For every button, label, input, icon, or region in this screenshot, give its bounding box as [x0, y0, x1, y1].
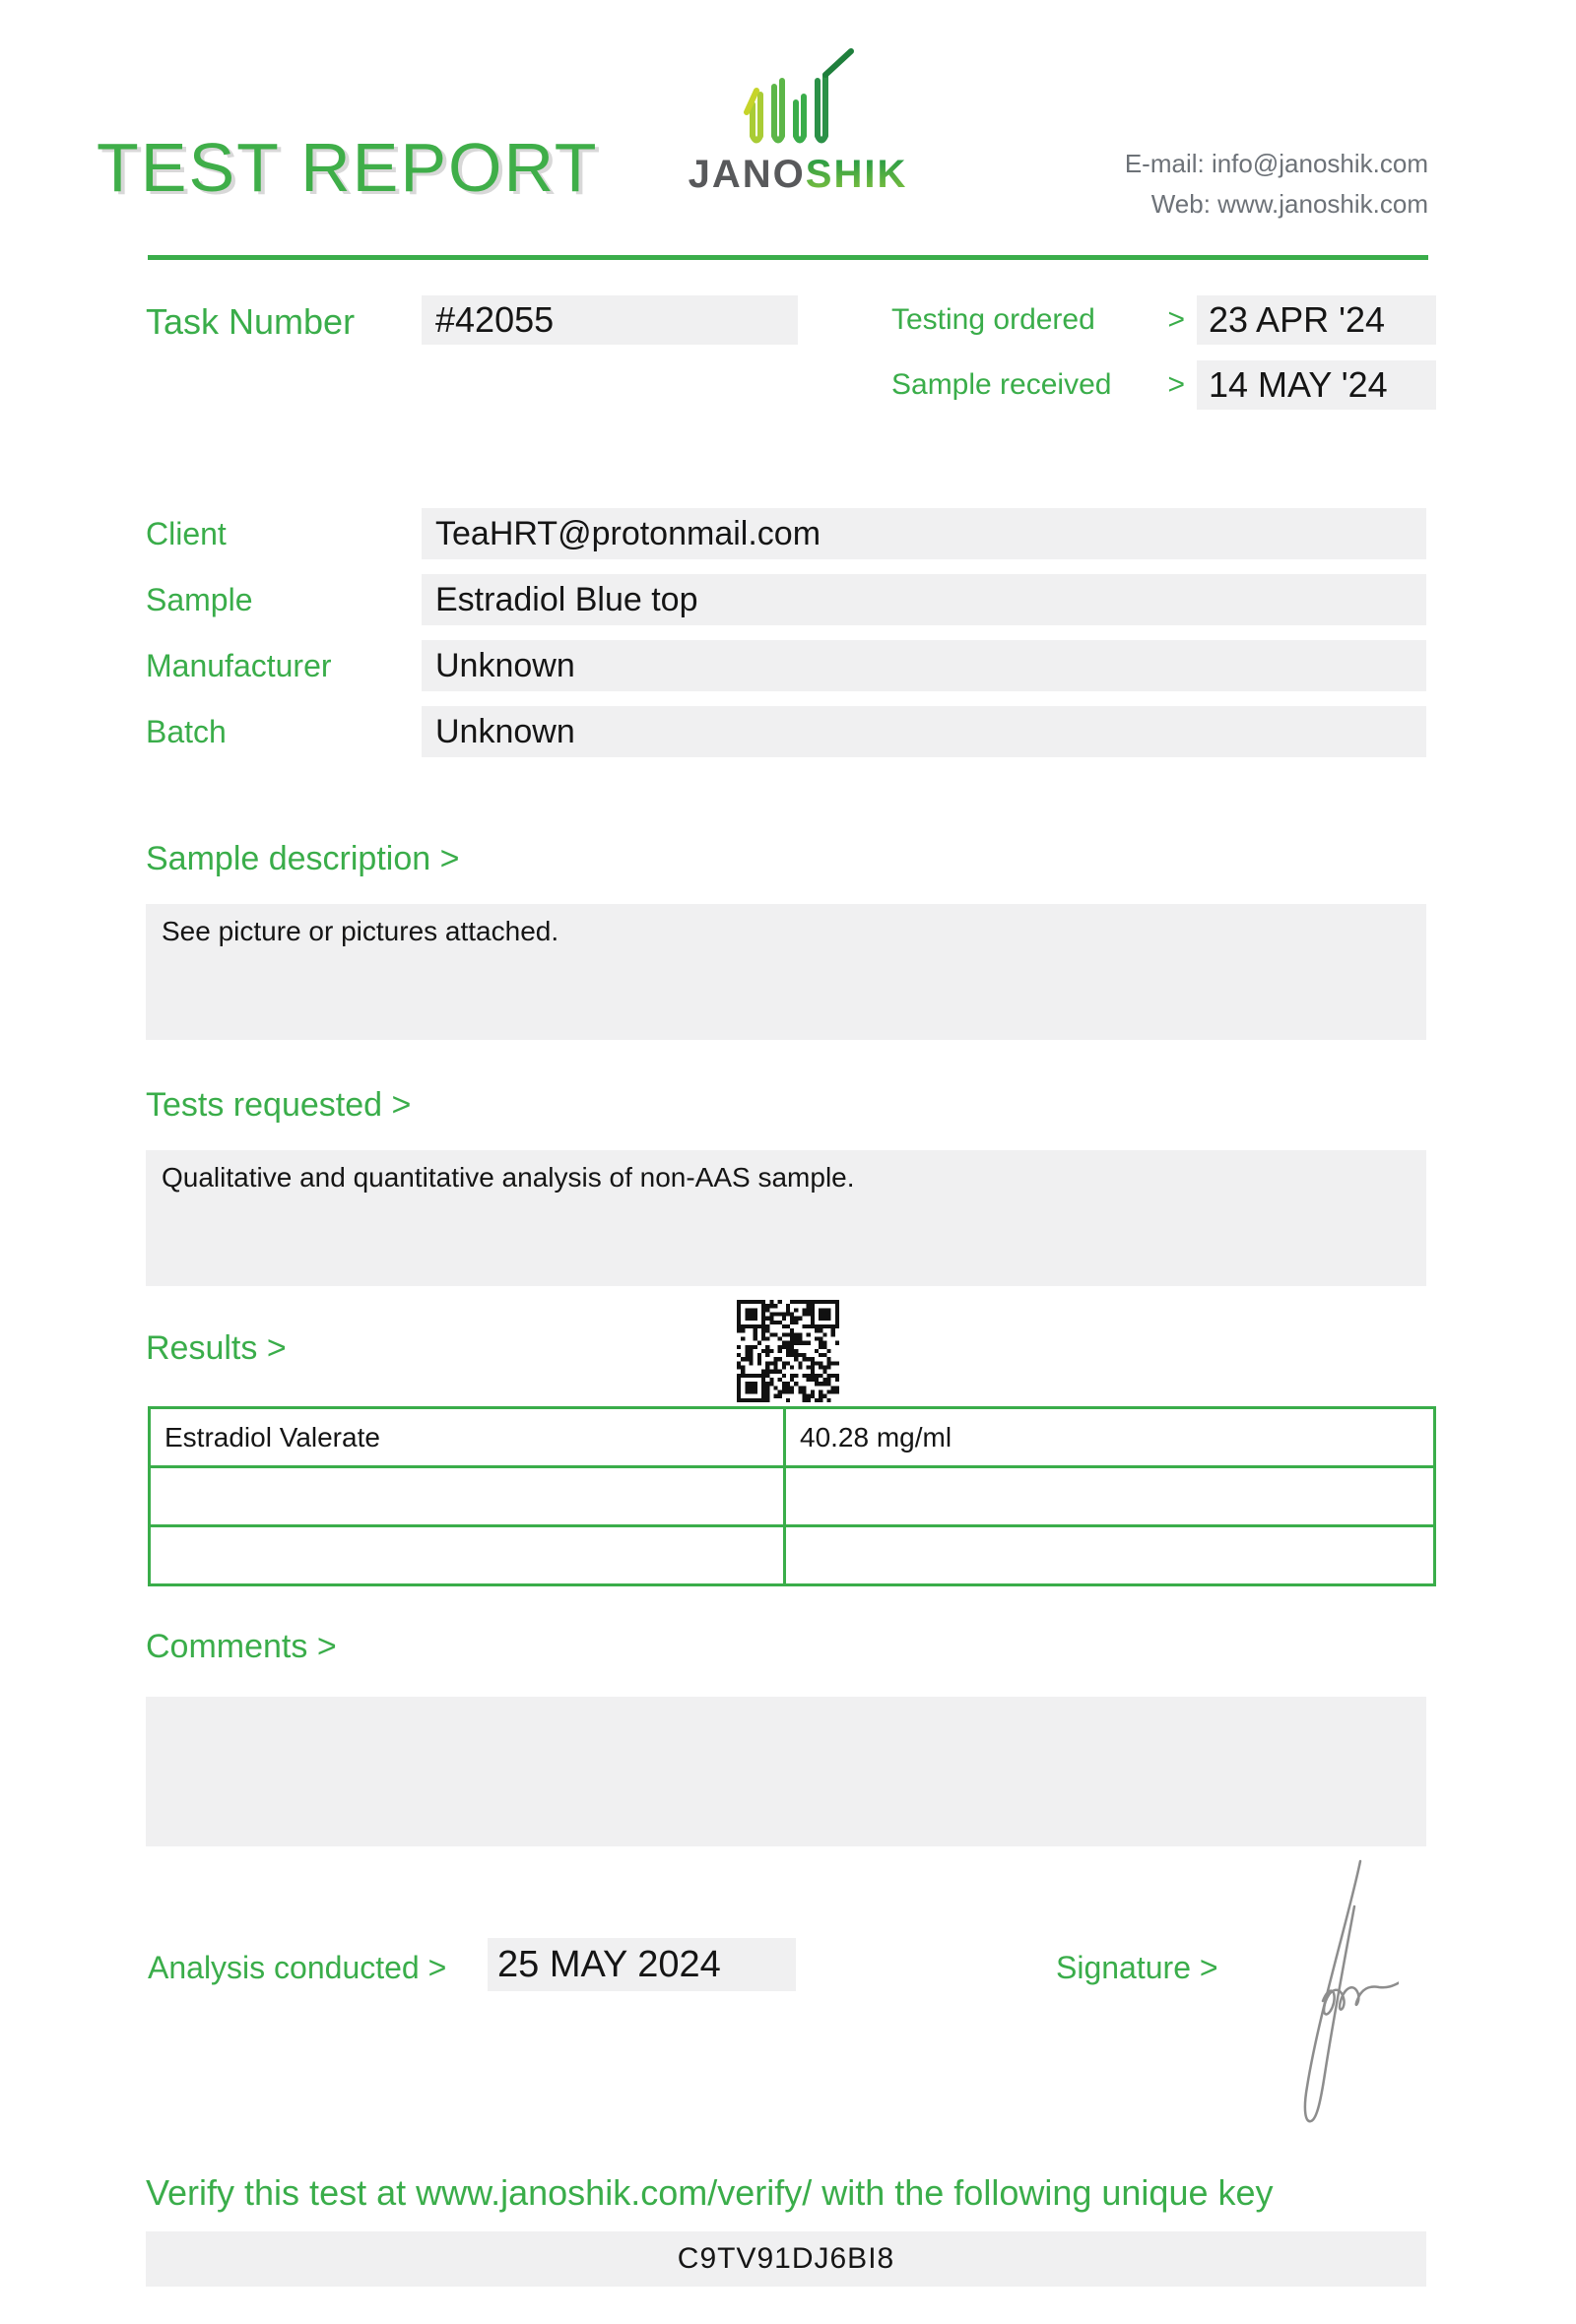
- sample-label: Sample: [146, 582, 253, 617]
- verify-key: C9TV91DJ6BI8: [146, 2231, 1426, 2287]
- sample-received-text: Sample received: [891, 368, 1112, 401]
- batch-label: Batch: [146, 714, 227, 749]
- table-row: [151, 1524, 1433, 1583]
- manufacturer-label: Manufacturer: [146, 648, 332, 683]
- logo-text-secondary: SHIK: [805, 153, 908, 196]
- arrow-glyph: >: [1167, 368, 1185, 401]
- sample-description-title: Sample description >: [146, 840, 460, 877]
- result-value-cell: [786, 1468, 1433, 1524]
- sample-received-label: [891, 368, 1185, 402]
- table-row: [151, 1409, 1433, 1465]
- task-number-label: Task Number: [146, 301, 356, 342]
- analysis-conducted-value: 25 MAY 2024: [488, 1938, 796, 1991]
- signature-image: [1266, 1853, 1399, 2146]
- client-label: Client: [146, 516, 227, 551]
- result-value-cell: 40.28 mg/ml: [800, 1421, 952, 1452]
- contact-block: [1125, 144, 1428, 225]
- header-divider: [148, 255, 1428, 260]
- verify-instruction: Verify this test at www.janoshik.com/verify/ with the following unique key: [146, 2172, 1274, 2213]
- signature-label: Signature >: [1056, 1950, 1218, 1985]
- result-analyte-cell: [151, 1468, 786, 1524]
- page-title: TEST REPORT: [97, 129, 599, 206]
- arrow-glyph: >: [1167, 303, 1185, 336]
- janoshik-logo: [650, 47, 946, 197]
- sample-received-value: 14 MAY '24: [1197, 360, 1436, 410]
- client-value: TeaHRT@protonmail.com: [422, 508, 1426, 559]
- sample-value: Estradiol Blue top: [422, 574, 1426, 625]
- testing-ordered-value: 23 APR '24: [1197, 295, 1436, 345]
- manufacturer-value: Unknown: [422, 640, 1426, 691]
- result-value-cell: [786, 1527, 1433, 1583]
- testing-ordered-label: [891, 303, 1185, 337]
- contact-web: Web: www.janoshik.com: [1150, 189, 1428, 219]
- logo-chart-icon: [737, 135, 859, 152]
- comments-box: [146, 1697, 1426, 1846]
- batch-value: Unknown: [422, 706, 1426, 757]
- task-number-value: #42055: [422, 295, 798, 345]
- qr-code: [737, 1300, 839, 1402]
- result-analyte-cell: Estradiol Valerate: [151, 1409, 786, 1465]
- contact-email: E-mail: info@janoshik.com: [1124, 149, 1428, 178]
- logo-text-primary: JANO: [688, 153, 806, 196]
- testing-ordered-text: Testing ordered: [891, 303, 1095, 336]
- result-analyte-cell: [151, 1527, 786, 1583]
- table-row: [151, 1465, 1433, 1524]
- tests-requested-box: Qualitative and quantitative analysis of non-AAS sample.: [146, 1150, 1426, 1286]
- logo-wordmark: [650, 153, 946, 197]
- sample-description-box: See picture or pictures attached.: [146, 904, 1426, 1040]
- analysis-conducted-label: Analysis conducted >: [148, 1950, 447, 1985]
- comments-title: Comments >: [146, 1628, 337, 1665]
- tests-requested-title: Tests requested >: [146, 1086, 412, 1124]
- results-table: [148, 1406, 1436, 1586]
- results-title: Results >: [146, 1329, 287, 1367]
